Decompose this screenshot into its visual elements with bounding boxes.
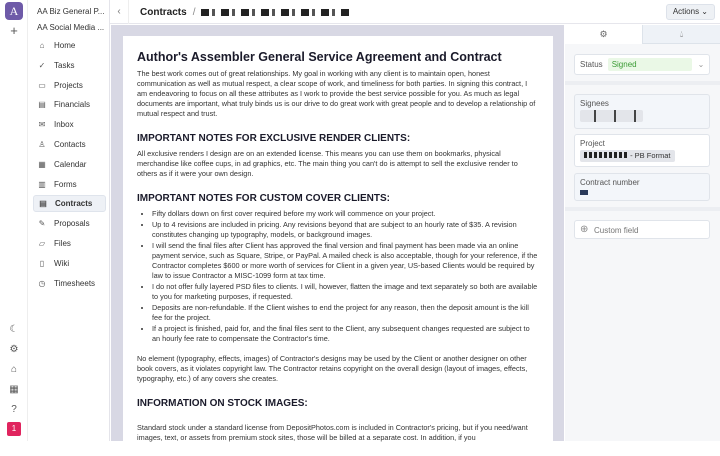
sidebar-item-projects[interactable]: [33, 77, 106, 94]
gear-icon[interactable]: ⚙: [9, 344, 19, 355]
chevron-down-icon[interactable]: ⌄: [697, 60, 705, 69]
sidebar-item-home[interactable]: [33, 37, 106, 54]
wiki-icon: ▯: [39, 258, 45, 268]
sidebar-item-label: Calendar: [54, 159, 87, 169]
sidebar-item-timesheets[interactable]: [33, 275, 106, 292]
custom-field-label: Custom field: [594, 226, 639, 235]
proposals-icon: ✎: [38, 219, 46, 229]
tab-settings[interactable]: [565, 25, 643, 44]
sidebar-item-label: Projects: [54, 80, 83, 90]
sidebar-item-label: Timesheets: [54, 278, 96, 288]
breadcrumb-contracts[interactable]: Contracts: [140, 6, 187, 18]
sidebar-item-contracts[interactable]: [33, 195, 106, 212]
sidebar-item-label: Financials: [54, 100, 91, 110]
section-heading: IMPORTANT NOTES FOR CUSTOM COVER CLIENTS:: [137, 193, 390, 204]
paragraph: Standard stock under a standard license from DepositPhotos.com is included in Contractor's pricing, but if you need/want images, text, or assets from premium stock sites, those will be billed at a separate cost. In addition, if you: [137, 423, 528, 442]
workspace-item[interactable]: AA Social Media ...: [37, 23, 105, 32]
tasks-icon: ✓: [38, 60, 46, 70]
paragraph: All exclusive renders I design are on an extended license. This means you can use them on bookmarks, physical merchandise like coffee cups, in ad graphics, etc. The main thing you can't do is attempt to sell the exclusive render to others as if it were your own design.: [137, 149, 518, 178]
contract-document[interactable]: [123, 36, 553, 456]
grid-icon[interactable]: ▦: [9, 384, 19, 395]
signees-field[interactable]: [574, 94, 710, 129]
add-custom-field-button[interactable]: [574, 220, 710, 239]
status-value[interactable]: Signed: [608, 58, 692, 71]
paragraph: No element (typography, effects, images) of Contractor's designs may be used by the Client or another designer on other book covers, as it violates copyright law. The Contractor retains copyright on the overall design (layout of images, effects, typography, etc.) of any covers she creates.: [137, 354, 528, 383]
inbox-icon: ✉: [38, 120, 46, 130]
sidebar-item-label: Inbox: [54, 120, 74, 130]
list-item: • I do not offer fully layered PSD files to clients. I will, however, flatten the image and text separately so both are available to you for marketing purposes, if requested.: [152, 282, 539, 302]
project-field[interactable]: [574, 134, 710, 167]
sidebar-item-proposals[interactable]: [33, 215, 106, 232]
collapse-sidebar-button[interactable]: ‹: [110, 0, 129, 24]
list-item: • I will send the final files after Client has approved the final version and final payment has been made via an online payment service, such as Square, Stripe, or PayPal. A mailed check is also acceptable, though for your reference, if the Contractor completes $600 or more worth of services for Client in a given year, US-based Clients would be required by law to issue Contractor a MISC-1099 form at tax time.: [152, 241, 539, 281]
contract-number-label: Contract number: [580, 178, 640, 187]
sidebar-item-tasks[interactable]: [33, 57, 106, 74]
workspace-item[interactable]: AA Biz General P...: [37, 7, 105, 16]
sidebar-item-files[interactable]: [33, 235, 106, 252]
status-label: Status: [580, 60, 603, 69]
top-bar: [110, 0, 720, 24]
breadcrumb-separator: /: [192, 6, 196, 18]
intro-paragraph: The best work comes out of great relationships. My goal in working with any client is to maintain open, honest communication as well as mutual respect, a clear scope of work, and timeliness for both parties. In signing this contract, I am endeavoring to focus on all these attributes as I work to provide the best service possible for you. As much as legal documents are important, what truly binds us is our drive to do great work with great people and to develop a relationship of mutual respect and trust.: [137, 69, 536, 118]
section-heading: INFORMATION ON STOCK IMAGES:: [137, 398, 308, 409]
financials-icon: ▤: [38, 100, 46, 110]
contract-number-field[interactable]: [574, 173, 710, 201]
project-label: Project: [580, 139, 605, 148]
sidebar-item-inbox[interactable]: [33, 116, 106, 133]
sidebar-item-calendar[interactable]: [33, 156, 106, 173]
home-icon: ⌂: [39, 41, 45, 50]
sidebar-item-label: Contacts: [54, 140, 86, 149]
document-title: Author's Assembler General Service Agreement and Contract: [137, 50, 502, 64]
sidebar-item-wiki[interactable]: [33, 255, 106, 272]
signees-label: Signees: [580, 99, 609, 108]
sidebar-item-label: Proposals: [54, 219, 90, 229]
project-chip[interactable]: [580, 150, 675, 162]
sidebar-item-financials[interactable]: [33, 96, 106, 113]
breadcrumb: [140, 0, 351, 24]
files-icon: ▱: [38, 239, 46, 248]
sidebar-item-label: Files: [54, 239, 71, 248]
notification-badge[interactable]: 1: [7, 422, 21, 436]
sidebar: [29, 0, 110, 441]
sidebar-item-contacts[interactable]: [33, 136, 106, 153]
contracts-icon: ▤: [39, 199, 47, 209]
add-icon[interactable]: +: [10, 23, 18, 38]
drop-icon: 💧︎: [679, 29, 684, 39]
actions-button[interactable]: Actions ⌄: [666, 4, 715, 20]
list-item: • Fifty dollars down on first cover required before my work will commence on your project.: [152, 209, 539, 219]
custom-cover-list: [137, 209, 539, 344]
section-heading: IMPORTANT NOTES FOR EXCLUSIVE RENDER CLIENTS:: [137, 133, 411, 144]
tab-style[interactable]: [643, 25, 720, 44]
sidebar-item-forms[interactable]: [33, 176, 106, 193]
projects-icon: ▭: [38, 80, 46, 90]
status-field[interactable]: [574, 54, 710, 75]
help-icon[interactable]: ?: [11, 404, 17, 415]
timesheets-icon: ◷: [38, 278, 46, 288]
home-lock-icon[interactable]: ⌂: [10, 364, 18, 375]
properties-panel: [565, 25, 720, 441]
project-value: - PB Format: [630, 151, 671, 160]
signee-chip[interactable]: [580, 110, 643, 122]
redacted-contract-name: [201, 9, 351, 16]
plus-circle-icon: ⊕: [580, 224, 589, 235]
forms-icon: ▥: [38, 179, 46, 189]
moon-icon[interactable]: ☾: [9, 324, 19, 335]
sidebar-item-label: Tasks: [54, 60, 75, 70]
workspace-logo[interactable]: A: [5, 2, 23, 20]
list-item: • Deposits are non-refundable. If the Client wishes to end the project for any reason, then the deposit amount is the kill fee for the project.: [152, 303, 539, 323]
calendar-icon: ▦: [38, 159, 46, 169]
sidebar-item-label: Contracts: [55, 199, 93, 209]
list-item: • Up to 4 revisions are included in pricing. Any revisions beyond that are subject to an hourly rate of $35. A revision constitutes changing up typography, models, or background images.: [152, 220, 539, 240]
list-item: • If a project is finished, paid for, and the final files sent to the Client, any subsequent changes requested are subject to an hourly fee rate to compensate the Contractor's time.: [152, 324, 539, 344]
redacted-contract-number: [580, 190, 588, 195]
app-rail: [0, 0, 28, 441]
contacts-icon: ♙: [38, 140, 46, 149]
redacted-project-name: [584, 152, 628, 158]
gear-icon: ⚙: [599, 29, 608, 39]
sidebar-item-label: Wiki: [54, 258, 70, 268]
sidebar-item-label: Forms: [54, 179, 77, 189]
document-canvas: [111, 25, 564, 441]
sidebar-item-label: Home: [54, 41, 76, 50]
